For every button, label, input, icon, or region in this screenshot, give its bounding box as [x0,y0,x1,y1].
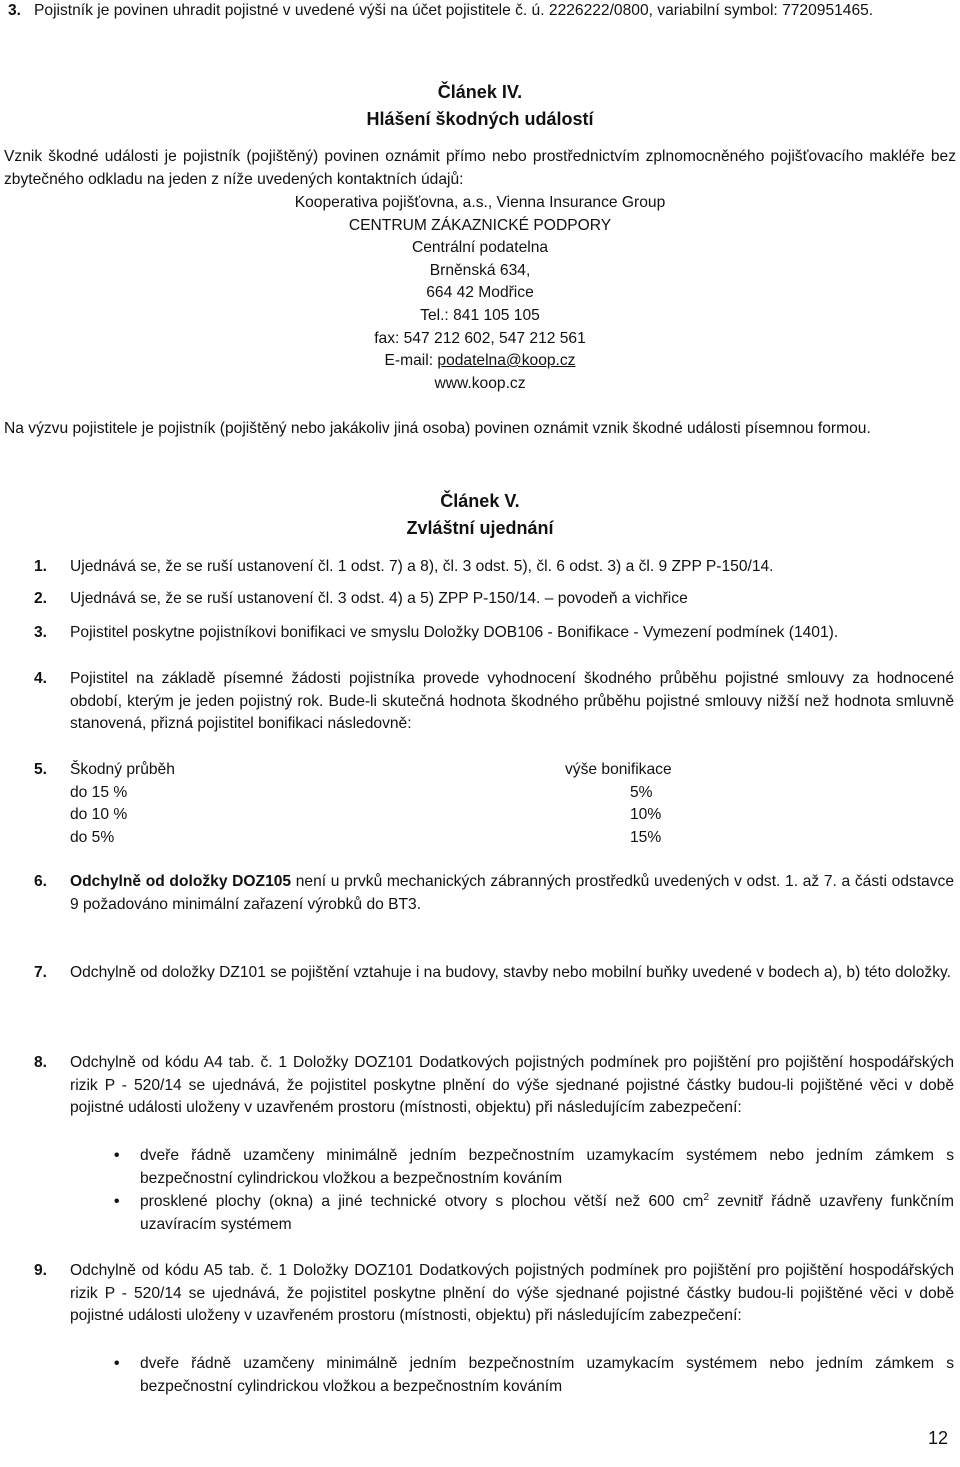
col-header-bonus: výše bonifikace [565,761,672,778]
clause-number: 9. [34,1262,48,1279]
clause-text: Ujednává se, že se ruší ustanovení čl. 3 odst. 4) a 5) ZPP P-150/14. – povodeň a vichřice [70,590,688,607]
clause-bold-lead: Odchylně od doložky DOZ105 [70,873,292,890]
clause-number: 7. [34,964,48,981]
clause-number: 3. [34,624,48,641]
clause-6 [34,871,954,916]
clause-text: Pojistitel na základě písemné žádosti pojistníka provede vyhodnocení škodného průběhu pojistné smlouvy za hodnocené období, kterým je jeden pojistný rok. Bude-li skutečná hodnota škodného průběhu pojistné smlouvy nižší než hodnota smluvně stanovená, přizná pojistitel bonifikaci následovně: [70,670,954,733]
clause-number: 6. [34,873,48,890]
contact-email-label: E-mail: [384,352,438,370]
clause-7 [34,962,954,985]
bullet-text: dveře řádně uzamčeny minimálně jedním bezpečnostním uzamykacím systémem nebo jedním zámkem s bezpečnostní cylindrickou vložkou a bezpečnostním kováním [140,1147,954,1187]
clause-text: Odchylně od kódu A4 tab. č. 1 Doložky DOZ101 Dodatkových pojistných podmínek pro pojištění pro pojištění hospodářských rizik P - 520/14 se ujednává, že pojistitel poskytne plnění do výše sjednané pojistné částky budou-li pojištěné věci v době pojistné události uloženy v uzavřeném prostoru (místnosti, objektu) při následujícím zabezpečení: [70,1054,954,1117]
table-cell: do 5% [70,828,115,846]
contact-office: Centrální podatelna [411,239,549,257]
item-3-top [8,0,954,23]
clause-9 [34,1260,954,1328]
bullet-superscript: 2 [703,1191,709,1203]
contact-street: Brněnská 634, [429,261,531,279]
table-cell: 10% [630,806,662,824]
table-cell: 5% [630,783,653,801]
contact-block [0,192,960,395]
table-cell: do 15 % [70,783,128,801]
clause-8-bullet-1 [114,1145,954,1190]
clause-text: Odchylně od doložky DZ101 se pojištění vztahuje i na budovy, stavby nebo mobilní buňky uvedené v bodech a), b) této doložky. [70,964,951,981]
clause-8 [34,1052,954,1120]
clause-text: Odchylně od kódu A5 tab. č. 1 Doložky DOZ101 Dodatkových pojistných podmínek pro pojištění pro pojištění hospodářských rizik P - 520/14 se ujednává, že pojistitel poskytne plnění do výše sjednané pojistné částky budou-li pojištěné věci v době pojistné události uloženy v uzavřeném prostoru (místnosti, objektu) při následujícím zabezpečení: [70,1262,954,1325]
bullet-glyph: • [114,1147,120,1164]
clause-number: 1. [34,558,48,575]
table-row [70,827,700,850]
table-row [70,804,700,827]
clause-2 [34,588,954,611]
article-4-title: Hlášení škodných událostí [366,109,594,129]
clause-text: není u prvků mechanických zábranných prostředků uvedených v odst. 1. až 7. a části odstavce 9 požadováno minimální zařazení výrobků do BT3. [70,873,954,913]
clause-5-bonus-table [34,759,700,849]
clause-9-bullet-1 [114,1353,954,1398]
bullet-text: dveře řádně uzamčeny minimálně jedním bezpečnostním uzamykacím systémem nebo jedním zámkem s bezpečnostní cylindrickou vložkou a bezpečnostním kováním [140,1355,954,1395]
article-5-heading: Článek V. [440,491,520,511]
clause-1 [34,556,954,579]
item-number: 3. [8,2,22,19]
clause-4 [34,668,954,736]
contact-email-link[interactable]: podatelna@koop.cz [437,352,576,370]
bullet-text-post: zevnitř řádně uzavřeny funkčním uzavíracím systémem [140,1193,955,1233]
col-header-loss-ratio: Škodný průběh [70,761,175,778]
contact-city: 664 42 Modřice [426,284,534,302]
clause-number: 4. [34,670,48,687]
table-cell: do 10 % [70,806,128,824]
article-4-closing: Na výzvu pojistitele je pojistník (pojištěný nebo jakákoliv jiná osoba) povinen oznámit vznik škodné události písemnou formou. [4,420,871,437]
contact-company: Kooperativa pojišťovna, a.s., Vienna Insurance Group [294,194,666,211]
article-4-heading: Článek IV. [437,82,523,102]
clause-number: 5. [34,761,48,778]
item-text: Pojistník je povinen uhradit pojistné v uvedené výši na účet pojistitele č. ú. 2226222/0800, variabilní symbol: 7720951465. [34,2,874,19]
clause-8-bullet-2 [114,1191,955,1236]
bullet-glyph: • [114,1355,120,1372]
bullet-text-pre: prosklené plochy (okna) a jiné technické otvory s plochou větší než 600 cm [140,1193,704,1210]
contact-web-link[interactable]: www.koop.cz [434,374,526,392]
page-number: 12 [927,1428,948,1448]
contact-dept: CENTRUM ZÁKAZNICKÉ PODPORY [348,216,612,234]
table-header-row [70,759,700,782]
contact-tel: Tel.: 841 105 105 [420,306,540,324]
clause-3 [34,622,954,645]
clause-text: Ujednává se, že se ruší ustanovení čl. 1 odst. 7) a 8), čl. 3 odst. 5), čl. 6 odst. 3) a čl. 9 ZPP P-150/14. [70,558,774,575]
contact-email-line [0,350,960,373]
article-4-intro: Vznik škodné události je pojistník (pojištěný) povinen oznámit přímo nebo prostřednictvím zplnomocněného pojišťovacího makléře bez zbytečného odkladu na jeden z níže uvedených kontaktních údajů: [4,148,956,188]
clause-number: 2. [34,590,48,607]
article-5-title: Zvláštní ujednání [406,518,554,538]
bullet-glyph: • [114,1193,120,1210]
table-cell: 15% [630,828,662,846]
contact-fax: fax: 547 212 602, 547 212 561 [374,329,586,347]
clause-text: Pojistitel poskytne pojistníkovi bonifikaci ve smyslu Doložky DOB106 - Bonifikace - Vymezení podmínek (1401). [70,624,839,641]
table-row [70,782,700,805]
clause-number: 8. [34,1054,48,1071]
